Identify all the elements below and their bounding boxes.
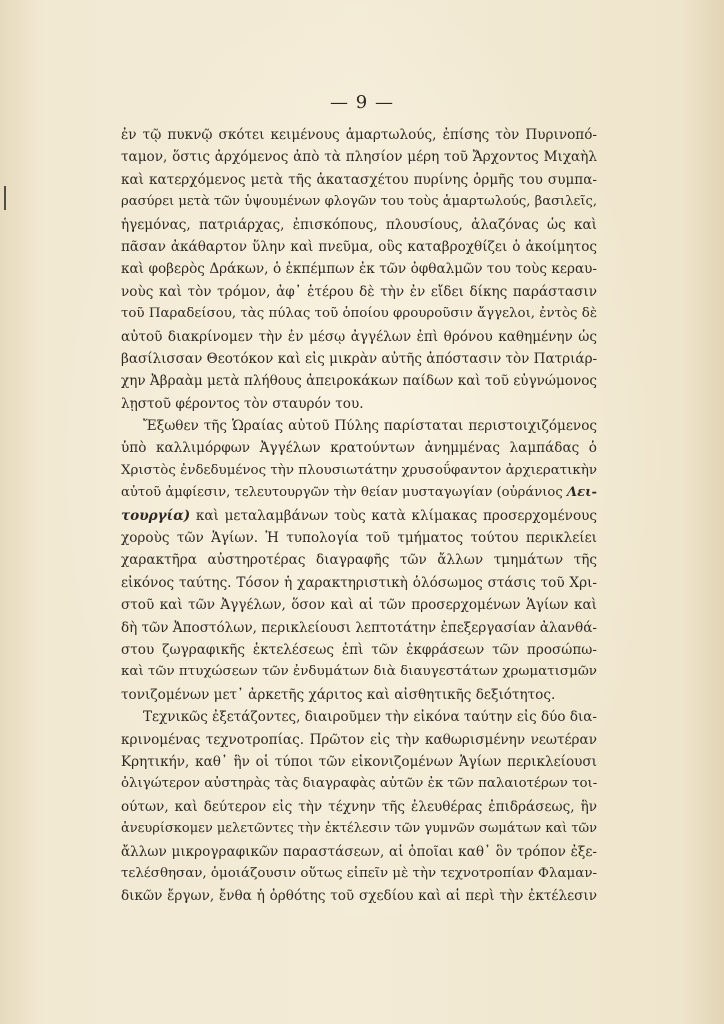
text-line: στοῦ καὶ τῶν Ἀγγέλων, ὅσον καὶ αἱ τῶν προσερχομένων Ἁγίων καὶ [121, 597, 597, 614]
paragraph-1 [121, 124, 597, 415]
text-line: ταμον, ὅστις ἀρχόμενος ἀπὸ τὰ πλησίον μέρη τοῦ Ἄρχοντος Μιχαὴλ [121, 149, 597, 166]
bold-term: Λει- [566, 485, 597, 501]
text-line: Χριστὸς ἐνδεδυμένος τὴν πλουσιωτάτην χρυσοΰφαντον ἀρχιερατικὴν [121, 462, 597, 478]
text-line: ἐν τῷ πυκνῷ σκότει κειμένους ἁμαρτωλούς, ἐπίσης τὸν Πυρινοπό- [121, 127, 597, 143]
text-line: τονιζομένων μετ᾽ ἀρκετῆς χάριτος καὶ αἰσθητικῆς δεξιότητος. [121, 686, 556, 703]
text-line: κρινομένας τεχνοτροπίας. Πρῶτον εἰς τὴν καθωρισμένην νεωτέραν [121, 731, 597, 748]
text-line: δικῶν ἔργων, ἔνθα ἡ ὀρθότης τοῦ σχεδίου καὶ αἱ περὶ τὴν ἐκτέλεσιν [121, 888, 597, 905]
text-line: ὑπὸ καλλιμόρφων Ἀγγέλων κρατούντων ἀνημμένας λαμπάδας ὁ [121, 440, 597, 457]
text-run: αὐτοῦ ἀμφίεσιν, τελευτουργῶν τὴν θείαν μυσταγωγίαν (οὐράνιος [121, 485, 563, 501]
text-line: τελέσθησαν, ὁμοιάζουσιν οὕτως εἰπεῖν μὲ τὴν τεχνοτροπίαν Φλαμαν- [121, 865, 597, 881]
text-line: ἄλλων μικρογραφικῶν παραστάσεων, αἱ ὁποῖαι καθ᾽ ὃν τρόπον ἐξε- [121, 843, 597, 860]
text-line: αὐτοῦ διακρίνομεν τὴν ἐν μέσῳ ἀγγέλων ἐπὶ θρόνου καθημένην ὡς [121, 328, 597, 345]
text-line: καὶ φοβερὸς Δράκων, ὁ ἐκπέμπων ἐκ τῶν ὀφθαλμῶν του τοὺς κεραυ- [121, 261, 597, 278]
margin-mark [4, 186, 6, 210]
text-line: στου ζωγραφικῆς ἐκτελέσεως ἐπὶ τῶν ἐκφράσεων τῶν προσώπω- [121, 641, 597, 658]
text-line: Ἔξωθεν τῆς Ὡραίας αὐτοῦ Πύλης παρίσταται περιστοιχιζόμενος [143, 418, 597, 435]
text-line [121, 505, 597, 527]
text-line: Τεχνικῶς ἐξετάζοντες, διαιροῦμεν τὴν εἰκόνα ταύτην εἰς δύο δια- [143, 709, 597, 726]
text-line: Κρητικήν, καθ᾽ ἣν οἱ τύποι τῶν εἰκονιζομένων Ἁγίων περικλείουσι [121, 753, 597, 770]
bold-term: τουργία) [121, 507, 191, 524]
text-line: λῃστοῦ φέροντος τὸν σταυρόν του. [121, 395, 364, 412]
text-run: καὶ μεταλαμβάνων τοὺς κατὰ κλίμακας προσερχομένους [195, 507, 598, 524]
text-line: χην Ἀβραὰμ μετὰ πλήθους ἀπειροκάκων παίδων καὶ τοῦ εὐγνώμονος [121, 373, 598, 390]
text-line: καὶ τῶν πτυχώσεων τῶν ἐνδυμάτων διὰ διαυγεστάτων χρωματισμῶν [121, 664, 597, 680]
text-line: καὶ κατερχόμενος μετὰ τῆς ἀκατασχέτου πυρίνης ὁρμῆς του συμπα- [121, 171, 597, 188]
text-line: δὴ τῶν Ἀποστόλων, περικλείουσι λεπτοτάτην ἐπεξεργασίαν ἀλανθά- [121, 619, 597, 636]
text-line [121, 482, 597, 504]
text-line: νοὺς καὶ τὸν τρόμον, ἀφ᾽ ἑτέρου δὲ τὴν ἐν εἴδει δίκης παράστασιν [121, 283, 597, 300]
body-text [121, 124, 597, 908]
text-line: τοῦ Παραδείσου, τὰς πύλας τοῦ ὁποίου φρουροῦσιν ἄγγελοι, ἐντὸς δὲ [121, 306, 597, 322]
text-line: χαρακτῆρα αὐστηροτέρας διαγραφῆς τῶν ἄλλων τμημάτων τῆς [121, 552, 597, 569]
text-line: ὀλιγώτερον αὐστηρὰς τὰς διαγραφὰς αὐτῶν ἐκ τῶν παλαιοτέρων τοι- [121, 776, 598, 792]
text-line: βασίλισσαν Θεοτόκον καὶ εἰς μικρὰν αὐτῆς ἀπόστασιν τὸν Πατριάρ- [121, 350, 598, 367]
text-line: πᾶσαν ἀκάθαρτον ὕλην καὶ πνεῦμα, οὓς καταβροχθίζει ὁ ἀκοίμητος [121, 238, 597, 255]
text-line: εἰκόνος ταύτης. Τόσον ἡ χαρακτηριστικὴ ὁλόσωμος στάσις τοῦ Χρι- [121, 574, 597, 591]
page-number: — 9 — [330, 92, 394, 113]
text-line: ἀνευρίσκομεν μελετῶντες τὴν ἐκτέλεσιν τῶν γυμνῶν σωμάτων καὶ τῶν [121, 821, 598, 837]
text-line: χοροὺς τῶν Ἁγίων. Ἡ τυπολογία τοῦ τμήματος τούτου περικλείει [121, 530, 597, 547]
paragraph-3 [121, 706, 597, 908]
text-line: ἡγεμόνας, πατριάρχας, ἐπισκόπους, πλουσίους, ἀλαζόνας ὡς καὶ [121, 216, 597, 233]
text-line: ρασύρει μετὰ τῶν ὑψουμένων φλογῶν του τοὺς ἁμαρτωλούς, βασιλεῖς, [121, 194, 597, 210]
text-line: ούτων, καὶ δεύτερον εἰς τὴν τέχνην τῆς ἐλευθέρας ἐπιδράσεως, ἣν [121, 798, 597, 815]
paragraph-2 [121, 415, 597, 706]
